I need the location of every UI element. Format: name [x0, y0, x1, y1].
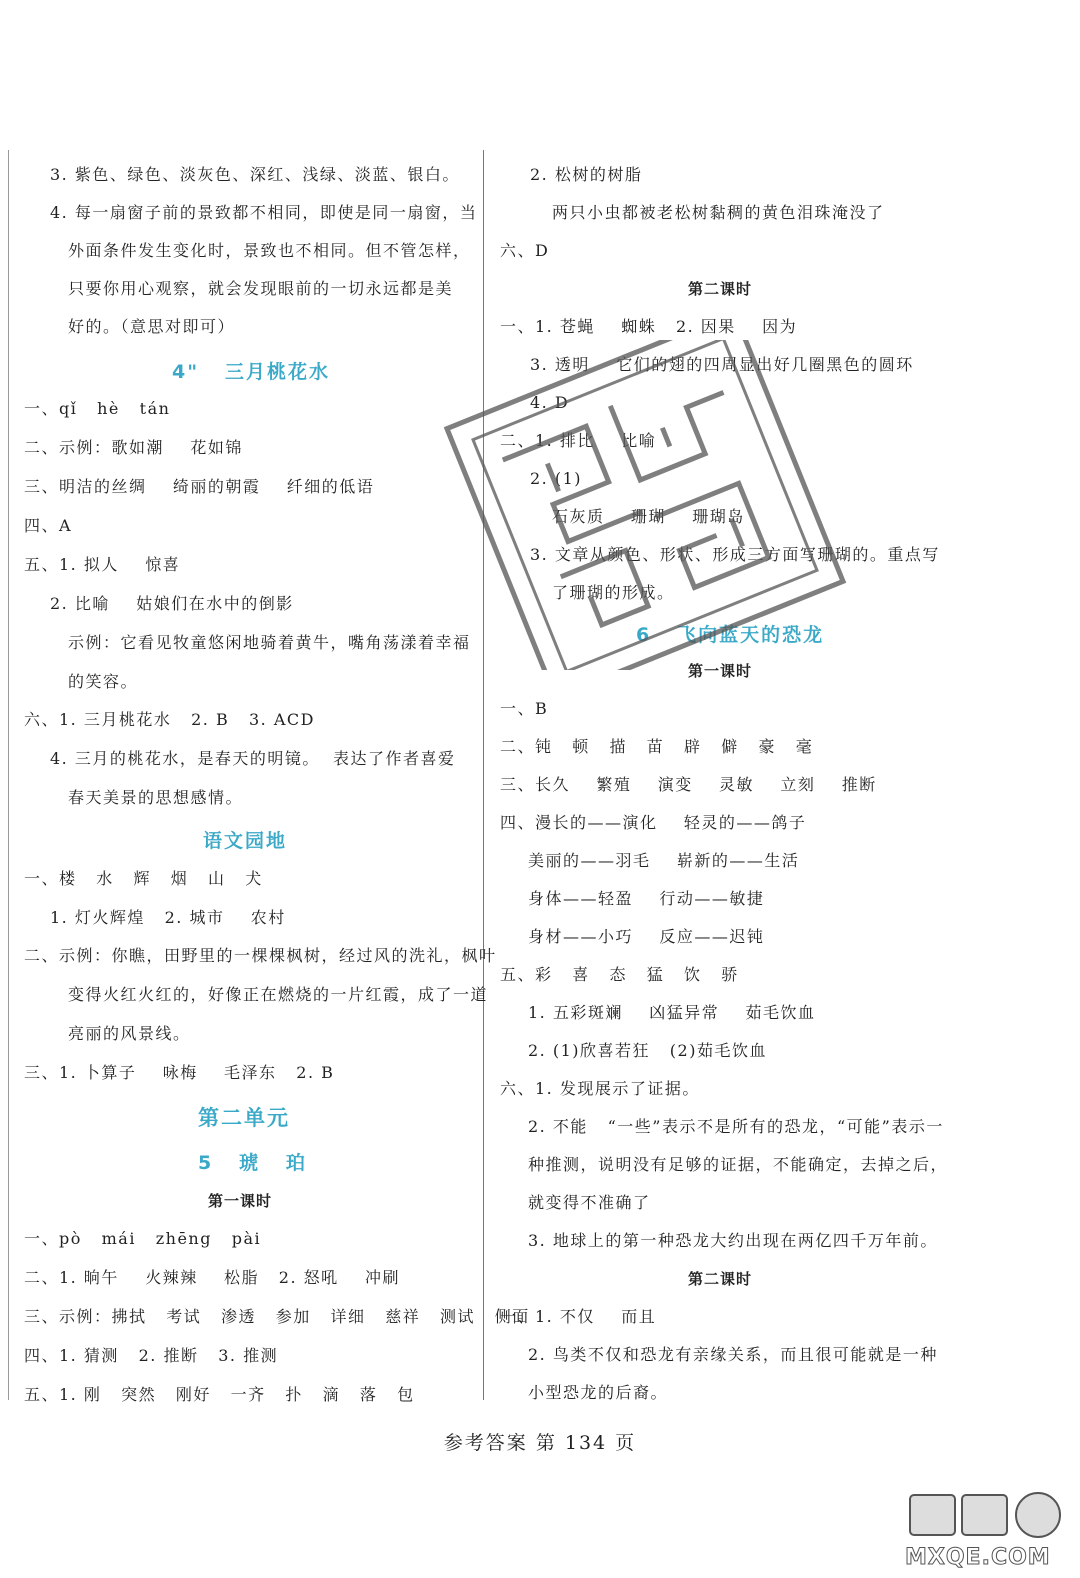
answer-line: 2. (1)欣喜若狂 (2)茹毛饮血	[528, 1041, 767, 1060]
seal-stamp-graphic	[420, 340, 870, 670]
answer-line: 就变得不准确了	[528, 1193, 651, 1212]
answer-line: 外面条件发生变化时，景致也不相同。但不管怎样，	[68, 241, 471, 260]
answer-line: 三、长久 繁殖 演变 灵敏 立刻 推断	[500, 775, 877, 794]
answer-line: 二、示例：你瞧，田野里的一棵棵枫树，经过风的洗礼，枫叶	[24, 946, 497, 965]
answer-line: 4. 三月的桃花水，是春天的明镜。 表达了作者喜爱	[50, 749, 456, 768]
answer-line: 六、D	[500, 241, 550, 260]
class-period-heading: 第二课时	[688, 1270, 753, 1288]
answer-line: 石灰质 珊瑚 珊瑚岛	[552, 507, 745, 526]
answer-line: 亮丽的风景线。	[68, 1024, 191, 1043]
answer-line: 1. 灯火辉煌 2. 城市 农村	[50, 908, 286, 927]
class-period-heading: 第二课时	[688, 280, 753, 298]
answer-line: 种推测，说明没有足够的证据，不能确定，去掉之后，	[528, 1155, 949, 1174]
answer-line: 二、1. 排比 比喻	[500, 431, 657, 450]
answer-line: 2. 比喻 姑娘们在水中的倒影	[50, 594, 294, 613]
class-period-heading: 第一课时	[688, 662, 753, 680]
answer-line: 二、钝 顿 描 苗 辟 僻 豪 毫	[500, 737, 814, 756]
answer-line: 3. 紫色、绿色、淡灰色、深红、浅绿、淡蓝、银白。	[50, 165, 460, 184]
answer-line: 身材——小巧 反应——迟钝	[528, 927, 765, 946]
answer-line: 一、1. 苍蝇 蜘蛛 2. 因果 因为	[500, 317, 798, 336]
answer-line: 2. 不能 “一些”表示不是所有的恐龙，“可能”表示一	[528, 1117, 944, 1136]
answer-line: 一、B	[500, 699, 549, 718]
answer-line: 两只小虫都被老松树黏稠的黄色泪珠淹没了	[552, 203, 885, 222]
answer-line: 三、示例：拂拭 考试 渗透 参加 详细 慈祥 测试 侧面	[24, 1307, 530, 1326]
column-divider	[483, 150, 484, 1400]
answer-line: 五、1. 拟人 惊喜	[24, 555, 181, 574]
answer-line: 1. 五彩斑斓 凶猛异常 茹毛饮血	[528, 1003, 816, 1022]
answer-line: 的笑容。	[68, 672, 139, 691]
lesson-heading: 5 琥 珀	[198, 1152, 307, 1174]
answer-line: 三、1. 卜算子 咏梅 毛泽东 2. B	[24, 1063, 335, 1082]
answer-line: 3. 地球上的第一种恐龙大约出现在两亿四千万年前。	[528, 1231, 938, 1250]
answer-line: 一、qǐ hè tán	[24, 399, 171, 418]
answer-line: 身体——轻盈 行动——敏捷	[528, 889, 765, 908]
answer-line: 示例：它看见牧童悠闲地骑着黄牛，嘴角荡漾着幸福	[68, 633, 471, 652]
lesson-heading: 6 飞向蓝天的恐龙	[636, 624, 825, 646]
answer-line: 六、1. 三月桃花水 2. B 3. ACD	[24, 710, 315, 729]
answer-line: 五、1. 刚 突然 刚好 一齐 扑 滴 落 包	[24, 1385, 415, 1404]
answer-line: 4. D	[530, 393, 570, 412]
answer-line: 3. 文章从颜色、形状、形成三方面写珊瑚的。重点写	[530, 545, 940, 564]
answer-line: 小型恐龙的后裔。	[528, 1383, 669, 1402]
answer-line: 一、1. 不仅 而且	[500, 1307, 657, 1326]
section-heading: 语文园地	[203, 830, 288, 852]
answer-line: 六、1. 发现展示了证据。	[500, 1079, 700, 1098]
answer-line: 二、1. 晌午 火辣辣 松脂 2. 怒吼 冲刷	[24, 1268, 400, 1287]
page-edge-line	[8, 150, 9, 1400]
answer-line: 二、示例：歌如潮 花如锦	[24, 438, 243, 457]
answer-line: 2. 鸟类不仅和恐龙有亲缘关系，而且很可能就是一种	[528, 1345, 938, 1364]
answer-line: 了珊瑚的形成。	[552, 583, 675, 602]
page-footer: 参考答案 第 134 页	[443, 1432, 637, 1454]
answer-line: 2. (1)	[530, 469, 583, 488]
answer-line: 四、漫长的——演化 轻灵的——鸽子	[500, 813, 807, 832]
answer-line: 四、1. 猜测 2. 推断 3. 推测	[24, 1346, 279, 1365]
answer-line: 三、明洁的丝绸 绮丽的朝霞 纤细的低语	[24, 477, 375, 496]
class-period-heading: 第一课时	[208, 1192, 273, 1210]
watermark-text: MXQE.COM	[905, 1545, 1051, 1570]
answer-line: 美丽的——羽毛 崭新的——生活	[528, 851, 800, 870]
unit-heading: 第二单元	[198, 1106, 290, 1130]
answer-line: 4. 每一扇窗子前的景致都不相同，即使是同一扇窗，当	[50, 203, 478, 222]
answer-line: 3. 透明 它们的翅的四周显出好几圈黑色的圆环	[530, 355, 914, 374]
answer-line: 2. 松树的树脂	[530, 165, 643, 184]
answer-line: 只要你用心观察，就会发现眼前的一切永远都是美	[68, 279, 454, 298]
answer-line: 五、彩 喜 态 猛 饮 骄	[500, 965, 739, 984]
answer-line: 春天美景的思想感情。	[68, 788, 244, 807]
answer-line: 四、A	[24, 516, 73, 535]
lesson-heading: 4" 三月桃花水	[172, 361, 330, 383]
answer-line: 变得火红火红的，好像正在燃烧的一片红霞，成了一道	[68, 985, 489, 1004]
answer-line: 一、楼 水 辉 烟 山 犬	[24, 869, 263, 888]
answer-line: 一、pò mái zhēng pài	[24, 1229, 262, 1248]
answer-line: 好的。（意思对即可）	[68, 317, 236, 336]
